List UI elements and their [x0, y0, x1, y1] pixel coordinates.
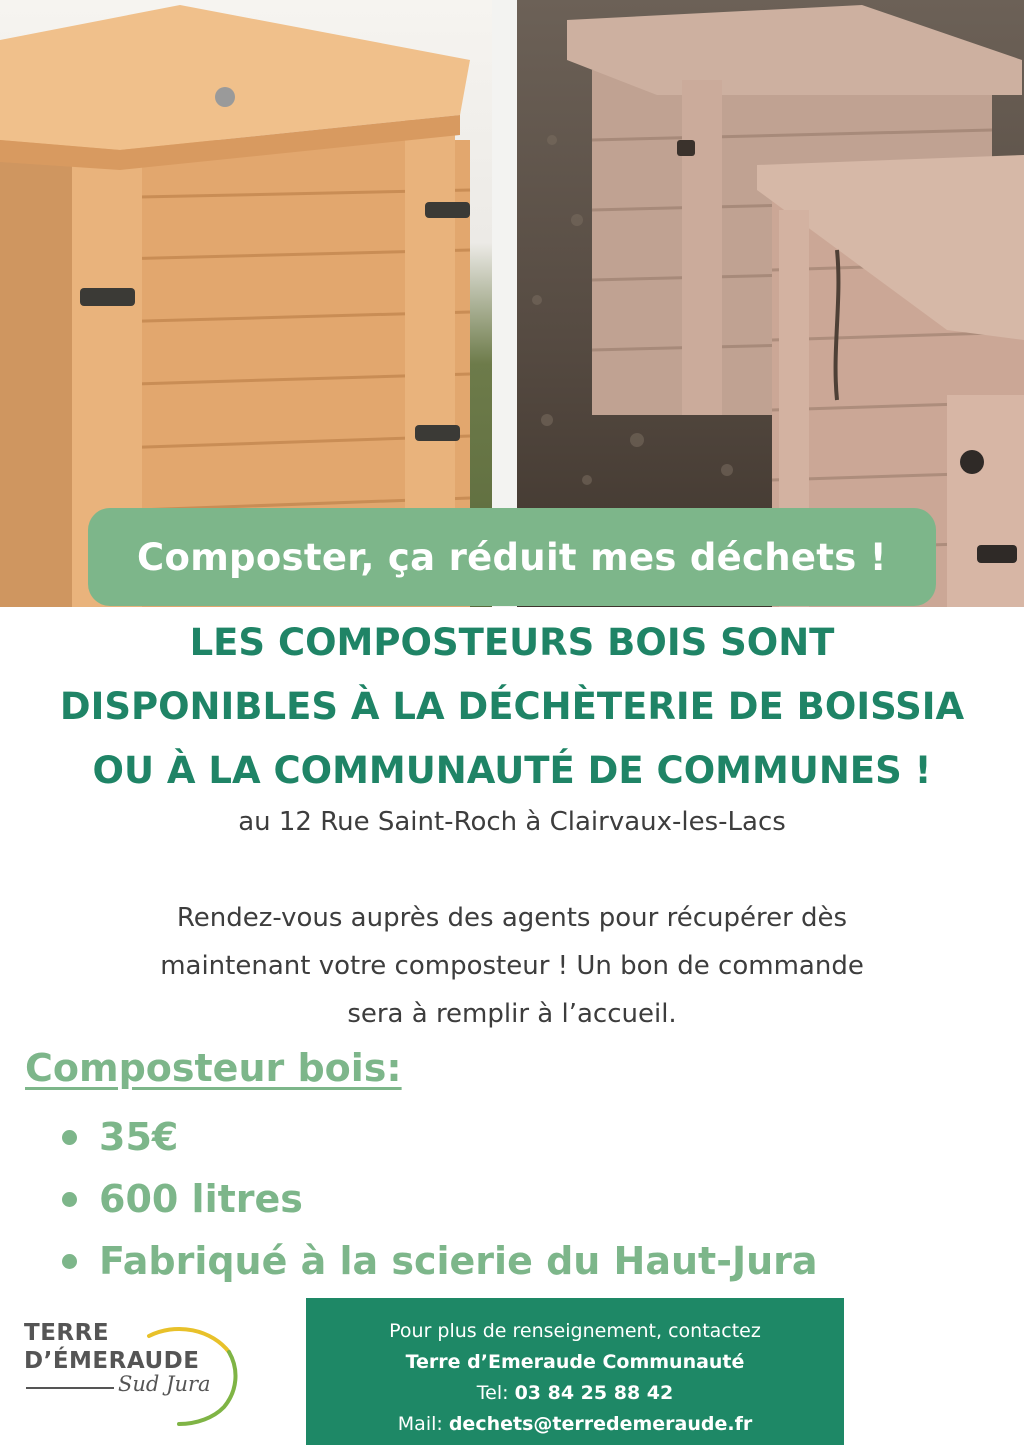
list-item [62, 1230, 818, 1292]
bullet-icon [62, 1254, 77, 1269]
intro-line-2: maintenant votre composteur ! Un bon de commande [160, 951, 864, 981]
intro-paragraph [0, 894, 1024, 1038]
mail-label: Mail: [397, 1413, 443, 1435]
phone-number[interactable]: 03 84 25 88 42 [514, 1382, 674, 1404]
specs-title: Composteur bois: [25, 1046, 402, 1090]
slogan-text: Composter, ça réduit mes déchets ! [137, 535, 887, 579]
contact-organization: Terre d’Emeraude Communauté [405, 1351, 745, 1373]
list-item [62, 1106, 818, 1168]
list-item [62, 1168, 818, 1230]
spec-origin: Fabriqué à la scierie du Haut-Jura [99, 1239, 818, 1283]
terre-emeraude-logo [24, 1312, 254, 1432]
address-text: au 12 Rue Saint-Roch à Clairvaux-les-Lacs [238, 807, 786, 837]
slogan-banner [88, 508, 936, 606]
logo-subtitle: Sud Jura [118, 1372, 211, 1396]
tel-label: Tel: [476, 1382, 509, 1404]
intro-line-1: Rendez-vous auprès des agents pour récupérer dès [176, 903, 848, 933]
specs-list [62, 1106, 818, 1292]
bullet-icon [62, 1130, 77, 1145]
headline-line-2: DISPONIBLES À LA DÉCHÈTERIE DE BOISSIA [59, 685, 965, 728]
headline-line-1: LES COMPOSTEURS BOIS SONT [189, 621, 835, 664]
spec-price: 35€ [99, 1115, 179, 1159]
intro-line-3: sera à remplir à l’accueil. [347, 999, 677, 1029]
logo-line-1: TERRE [24, 1320, 110, 1346]
contact-intro: Pour plus de renseignement, contactez [389, 1320, 761, 1342]
email-link[interactable]: dechets@terredemeraude.fr [448, 1413, 753, 1435]
logo-line-2: D’ÉMERAUDE [24, 1348, 200, 1374]
logo-divider [26, 1387, 114, 1389]
contact-box [306, 1298, 844, 1445]
spec-volume: 600 litres [99, 1177, 303, 1221]
bullet-icon [62, 1192, 77, 1207]
headline-line-3: OU À LA COMMUNAUTÉ DE COMMUNES ! [92, 749, 932, 792]
